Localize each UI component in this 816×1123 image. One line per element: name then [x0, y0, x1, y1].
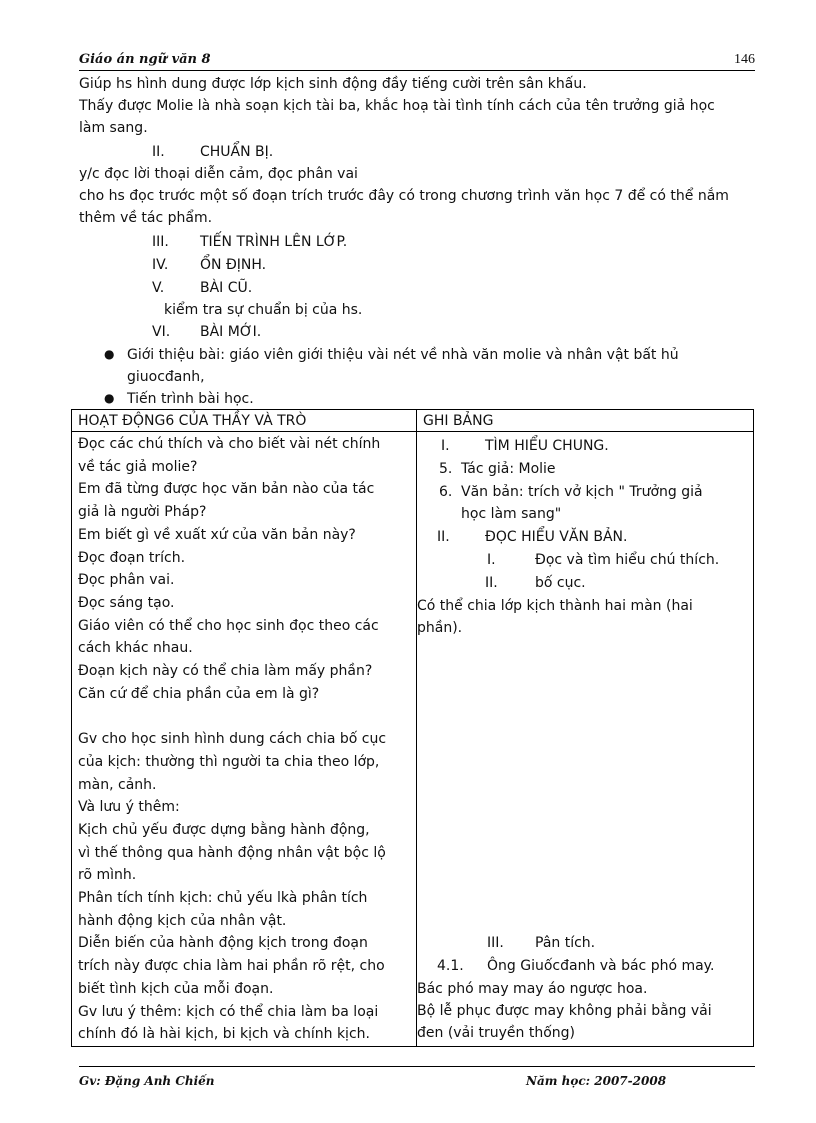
board-heading: Pân tích.: [535, 935, 596, 951]
board-text: Bác phó may may áo ngược hoa.: [417, 981, 648, 997]
board-number: I.: [441, 438, 450, 454]
board-cell: [417, 432, 754, 1047]
activity-line: Đọc đoạn trích.: [78, 549, 186, 566]
board-number: II.: [485, 575, 498, 591]
section-number: II.: [152, 144, 165, 160]
board-text: Bộ lễ phục được may không phải bằng vải: [417, 1003, 712, 1019]
activity-line: màn, cảnh.: [78, 776, 157, 793]
section-title: CHUẨN BỊ.: [200, 144, 274, 160]
board-number: 6.: [439, 484, 453, 500]
section-heading-process: [152, 231, 347, 253]
activity-line: Căn cứ để chia phần của em là gì?: [78, 685, 320, 702]
board-item: Văn bản: trích vở kịch " Trưởng giả: [461, 484, 703, 500]
board-heading: ĐỌC HIỂU VĂN BẢN.: [485, 529, 628, 545]
board-number: II.: [437, 529, 450, 545]
activity-line: Gv cho học sinh hình dung cách chia bố cục: [78, 731, 387, 748]
section-number: V.: [152, 280, 165, 296]
prep-line-3: thêm về tác phẩm.: [79, 210, 213, 226]
activity-line: giả là người Pháp?: [78, 504, 207, 521]
footer-divider: [79, 1066, 755, 1067]
check-line: kiểm tra sự chuẩn bị của hs.: [164, 302, 363, 318]
bullet-intro-line-1: Giới thiệu bài: giáo viên giới thiệu vài nét về nhà văn molie và nhân vật bất hủ: [127, 347, 679, 363]
section-title: BÀI MỚI.: [200, 324, 262, 340]
activity-line: hành động kịch của nhân vật.: [78, 912, 287, 929]
activity-line: biết tình kịch của mỗi đoạn.: [78, 980, 274, 997]
prep-line-2: cho hs đọc trước một số đoạn trích trước đây có trong chương trình văn học 7 để có thể nắm: [79, 188, 729, 204]
section-number: IV.: [152, 257, 169, 273]
section-title: TIẾN TRÌNH LÊN LỚP.: [200, 234, 348, 250]
activity-line: Gv lưu ý thêm: kịch có thể chia làm ba loại: [78, 1003, 379, 1020]
activity-line: trích này được chia làm hai phần rõ rệt, cho: [78, 958, 385, 975]
activity-line: Kịch chủ yếu được dựng bằng hành động,: [78, 821, 370, 838]
header-text: HOẠT ĐỘNG6 CỦA THẦY VÀ TRÒ: [78, 413, 307, 429]
bullet-intro-line-2: giuocđanh,: [127, 369, 205, 385]
prep-line-1: y/c đọc lời thoại diễn cảm, đọc phân vai: [79, 166, 358, 182]
section-number: VI.: [152, 324, 171, 340]
activity-line: của kịch: thường thì người ta chia theo lớp,: [78, 753, 380, 770]
intro-line-2: Thấy được Molie là nhà soạn kịch tài ba, khắc hoạ tài tình tính cách của tên trưởng giả học: [79, 98, 715, 114]
board-number: 5.: [439, 461, 453, 477]
footer-teacher: Gv: Đặng Anh Chiến: [79, 1074, 215, 1088]
activity-line: về tác giả molie?: [78, 458, 198, 475]
board-item: bố cục.: [535, 575, 586, 591]
section-title: ỔN ĐỊNH.: [200, 257, 267, 273]
section-number: III.: [152, 234, 169, 250]
board-text: Có thể chia lớp kịch thành hai màn (hai: [417, 598, 693, 614]
section-heading-stabilize: [152, 254, 266, 276]
board-number: III.: [487, 935, 504, 951]
section-heading-new-lesson: [152, 321, 261, 343]
activity-line: Diễn biến của hành động kịch trong đoạn: [78, 935, 368, 952]
board-text: phần).: [417, 620, 463, 636]
activity-line: Đọc phân vai.: [78, 572, 175, 589]
activity-line: Em biết gì về xuất xứ của văn bản này?: [78, 526, 356, 543]
table-header-board: [417, 410, 754, 432]
activity-line: vì thế thông qua hành động nhân vật bộc lộ: [78, 844, 386, 861]
bullet-icon: ●: [104, 347, 115, 361]
board-number: I.: [487, 552, 496, 568]
bullet-process: Tiến trình bài học.: [127, 391, 254, 407]
header-title: Giáo án ngữ văn 8: [79, 52, 211, 67]
header-divider: [79, 70, 755, 71]
board-item: Đọc và tìm hiểu chú thích.: [535, 552, 720, 568]
bullet-icon: ●: [104, 391, 115, 405]
activity-line: Đọc sáng tạo.: [78, 594, 175, 611]
section-title: BÀI CŨ.: [200, 280, 253, 296]
table-header-activities: [72, 410, 417, 432]
board-text: đen (vải truyền thống): [417, 1025, 575, 1041]
intro-line-1: Giúp hs hình dung được lớp kịch sinh động đầy tiếng cười trên sân khấu.: [79, 76, 587, 92]
activity-line: Và lưu ý thêm:: [78, 799, 180, 816]
board-item: Ông Giuốcđanh và bác phó may.: [487, 958, 715, 974]
page-number: 146: [734, 52, 755, 67]
board-number: 4.1.: [437, 958, 464, 974]
footer-school-year: Năm học: 2007-2008: [526, 1074, 667, 1088]
lesson-table: [71, 409, 754, 1047]
activity-line: Em đã từng được học văn bản nào của tác: [78, 481, 375, 498]
activity-line: Giáo viên có thể cho học sinh đọc theo các: [78, 617, 379, 634]
activities-cell: [72, 432, 417, 1047]
activity-line: Phân tích tính kịch: chủ yếu lkà phân tích: [78, 890, 368, 906]
board-item: Tác giả: Molie: [461, 461, 556, 477]
board-item: học làm sang": [461, 506, 562, 522]
activity-line: chính đó là hài kịch, bi kịch và chính kịch.: [78, 1026, 370, 1043]
activity-line: rõ mình.: [78, 867, 137, 884]
board-heading: TÌM HIỂU CHUNG.: [485, 438, 609, 454]
activity-line: cách khác nhau.: [78, 640, 193, 657]
section-heading-prep: [152, 141, 273, 163]
section-heading-review: [152, 277, 252, 299]
intro-line-3: làm sang.: [79, 120, 148, 136]
activity-line: Đoạn kịch này có thể chia làm mấy phần?: [78, 663, 373, 679]
header-text: GHI BẢNG: [423, 413, 494, 429]
activity-line: Đọc các chú thích và cho biết vài nét chính: [78, 436, 381, 452]
